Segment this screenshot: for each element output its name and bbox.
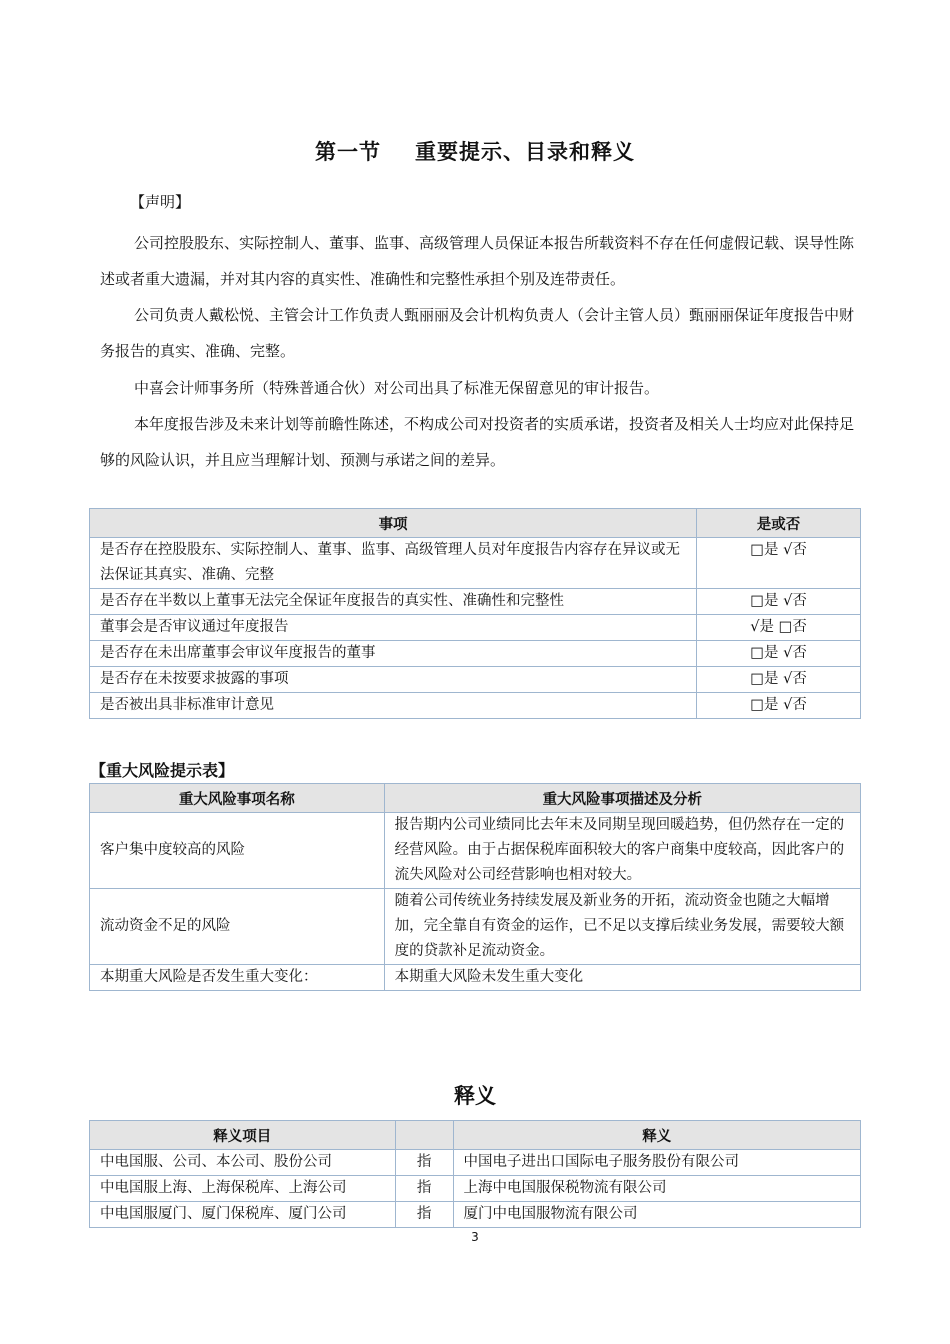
table-row	[90, 615, 861, 641]
table-row	[90, 693, 861, 719]
table-row	[90, 965, 861, 991]
risk-table-label: 【重大风险提示表】	[90, 761, 235, 780]
item-text: 是否存在未按要求披露的事项	[90, 667, 697, 693]
glossary-ref: 指	[395, 1176, 453, 1202]
items-table	[89, 508, 861, 719]
table-row	[90, 813, 861, 889]
glossary-term: 中电国服、公司、本公司、股份公司	[90, 1150, 396, 1176]
items-header-item: 事项	[90, 509, 697, 538]
items-header-answer: 是或否	[697, 509, 861, 538]
item-answer: √是 □否	[697, 615, 861, 641]
glossary-ref: 指	[395, 1202, 453, 1228]
item-text: 是否被出具非标准审计意见	[90, 693, 697, 719]
glossary-table	[89, 1120, 861, 1228]
risk-name: 流动资金不足的风险	[90, 889, 385, 965]
glossary-header-term: 释义项目	[90, 1121, 396, 1150]
glossary-meaning: 上海中电国服保税物流有限公司	[453, 1176, 860, 1202]
table-row	[90, 1202, 861, 1228]
risk-table	[89, 783, 861, 991]
glossary-header-ref	[395, 1121, 453, 1150]
item-answer: □是 √否	[697, 641, 861, 667]
risk-desc: 本期重大风险未发生重大变化	[384, 965, 860, 991]
paragraph-responsible-persons: 公司负责人戴松悦、主管会计工作负责人甄丽丽及会计机构负责人（会计主管人员）甄丽丽保证年度报告中财务报告的真实、准确、完整。	[100, 306, 855, 360]
risk-desc: 报告期内公司业绩同比去年末及同期呈现回暖趋势，但仍然存在一定的经营风险。由于占据保税库面积较大的客户商集中度较高，因此客户的流失风险对公司经营影响也相对较大。	[384, 813, 860, 889]
page-number: 3	[471, 1230, 479, 1244]
table-row	[90, 1176, 861, 1202]
risk-header-desc: 重大风险事项描述及分析	[384, 784, 860, 813]
item-text: 董事会是否审议通过年度报告	[90, 615, 697, 641]
item-text: 是否存在未出席董事会审议年度报告的董事	[90, 641, 697, 667]
item-answer: □是 √否	[697, 589, 861, 615]
table-row	[90, 641, 861, 667]
item-text: 是否存在控股股东、实际控制人、董事、监事、高级管理人员对年度报告内容存在异议或无法保证其真实、准确、完整	[90, 538, 697, 589]
table-row	[90, 667, 861, 693]
glossary-ref: 指	[395, 1150, 453, 1176]
item-answer: □是 √否	[697, 538, 861, 589]
glossary-term: 中电国服上海、上海保税库、上海公司	[90, 1176, 396, 1202]
declaration-label: 【声明】	[130, 193, 191, 211]
glossary-meaning: 中国电子进出口国际电子服务股份有限公司	[453, 1150, 860, 1176]
section-number: 第一节	[315, 140, 381, 164]
paragraph-forward-looking: 本年度报告涉及未来计划等前瞻性陈述，不构成公司对投资者的实质承诺，投资者及相关人士均应对此保持足够的风险认识，并且应当理解计划、预测与承诺之间的差异。	[100, 415, 855, 469]
table-row	[90, 1150, 861, 1176]
glossary-term: 中电国服厦门、厦门保税库、厦门公司	[90, 1202, 396, 1228]
table-row	[90, 889, 861, 965]
glossary-meaning: 厦门中电国服物流有限公司	[453, 1202, 860, 1228]
glossary-title: 释义	[454, 1084, 496, 1108]
paragraph-auditor: 中喜会计师事务所（特殊普通合伙）对公司出具了标准无保留意见的审计报告。	[134, 379, 660, 397]
glossary-header-meaning: 释义	[453, 1121, 860, 1150]
item-answer: □是 √否	[697, 693, 861, 719]
risk-header-name: 重大风险事项名称	[90, 784, 385, 813]
section-title	[0, 136, 950, 166]
item-answer: □是 √否	[697, 667, 861, 693]
table-row	[90, 538, 861, 589]
risk-desc: 随着公司传统业务持续发展及新业务的开拓，流动资金也随之大幅增加，完全靠自有资金的运作，已不足以支撑后续业务发展，需要较大额度的贷款补足流动资金。	[384, 889, 860, 965]
item-text: 是否存在半数以上董事无法完全保证年度报告的真实性、准确性和完整性	[90, 589, 697, 615]
risk-name: 本期重大风险是否发生重大变化：	[90, 965, 385, 991]
table-row	[90, 589, 861, 615]
section-name: 重要提示、目录和释义	[415, 140, 635, 164]
risk-name: 客户集中度较高的风险	[90, 813, 385, 889]
paragraph-guarantee: 公司控股股东、实际控制人、董事、监事、高级管理人员保证本报告所载资料不存在任何虚假记载、误导性陈述或者重大遗漏，并对其内容的真实性、准确性和完整性承担个别及连带责任。	[100, 234, 855, 288]
